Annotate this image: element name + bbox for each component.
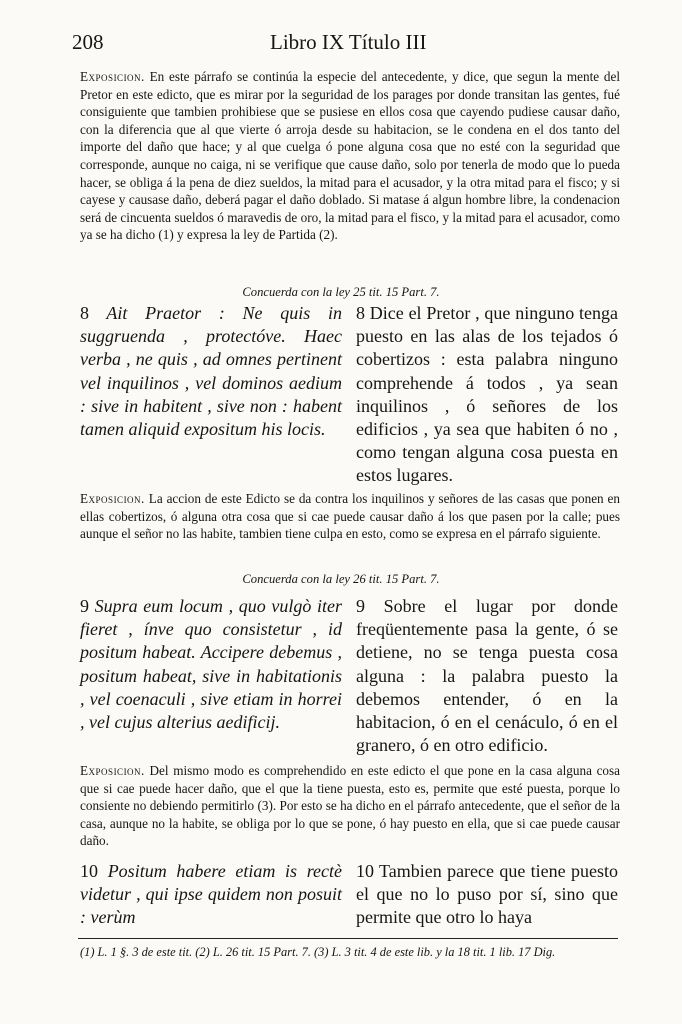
exposition-note-3 <box>80 762 620 850</box>
latin-paragraph-9 <box>80 595 342 734</box>
spanish-paragraph-9 <box>356 595 618 757</box>
footnote-rule <box>78 938 618 939</box>
exposition-text: Del mismo modo es comprehendido en este edicto el que pone en la casa alguna cosa que si cae puede hacer daño, que el que la tiene puesta, esto es, permite que esté puesta, porque lo consiente no debiendo permitirlo (3). Por esto se ha dicho en el párrafo antecedente, que el señor de la casa, aunque no la habite, se obliga por lo que se pone, ó hay puesto en ella, que si cae puede causar daño. <box>80 763 621 849</box>
paragraph-number: 9 <box>356 596 365 616</box>
running-title: Libro IX Título III <box>270 30 427 54</box>
spanish-text: Dice el Pretor , que ninguno tenga puesto en las alas de los tejados ó cobertizos : esta palabra ninguno comprehende á todos , ya sean inquilinos , ó señores de los edificios , ya sea que habiten ó no , como tengan alguna cosa puesta en estos lugares. <box>356 303 618 486</box>
paragraph-number: 10 <box>356 861 374 881</box>
exposition-label: Exposicion. <box>80 763 145 778</box>
exposition-label: Exposicion. <box>80 69 145 84</box>
paragraph-number: 8 <box>356 303 365 323</box>
page-number: 208 <box>72 30 104 54</box>
footnotes: (1) L. 1 §. 3 de este tit. (2) L. 26 tit. 15 Part. 7. (3) L. 3 tit. 4 de este lib. y la 18 tit. 1 lib. 17 Dig. <box>80 945 556 959</box>
spanish-paragraph-8 <box>356 302 618 488</box>
spanish-paragraph-10 <box>356 860 618 930</box>
concordance-line-2: Concuerda con la ley 26 tit. 15 Part. 7. <box>242 572 440 586</box>
latin-paragraph-8 <box>80 302 342 441</box>
paragraph-number: 9 <box>80 596 89 616</box>
exposition-text: La accion de este Edicto se da contra los inquilinos y señores de las casas que ponen en ellas cobertizos, ó alguna otra cosa que si cae puede causar daño á los que pasen por la calle; pues aunque el señor no las habite, tambien tiene culpa en esto, como se expresa en el párrafo siguiente. <box>80 491 620 542</box>
latin-text: Positum habere etiam is rectè videtur , qui ipse quidem non posuit : verùm <box>80 861 343 928</box>
exposition-text: En este párrafo se continúa la especie del antecedente, y dice, que segun la mente del Pretor en este edicto, que es mirar por la seguridad de los parages por donde transitan las gentes, fué consiguiente que tambien prohibiese que se pusiese en ellos cosa que cayendo pudiese causar daño, con la diferencia que al que vierte ó arroja desde su habitacion, se le condena en el dos tanto del importe del daño que hace; y al que cuelga ó pone alguna cosa que no esté con la seguridad que corresponde, aunque no caiga, ni se verifique que cause daño, solo por tenerla de modo que lo pueda hacer, se obliga á la pena de diez sueldos, la mitad para el acusador, y la otra mitad para el fisco; y si cayese y causase daño, deberá pagar el daño doblado. Si matase á algun hombre libre, la condenacion será de cincuenta sueldos ó maravedis de oro, la mitad para el fisco, y la mitad para el acusador, como ya se ha dicho (1) y expresa la ley de Partida (2). <box>80 69 621 243</box>
latin-text: Supra eum locum , quo vulgò iter fieret , ínve quo consistetur , id positum habeat. Accipere debemus , positum habeat, sive in habitationis , vel coenaculi , sive etiam in horrei , vel cujus alterius aedificij. <box>80 596 343 733</box>
exposition-note-1 <box>80 68 620 244</box>
latin-text: Ait Praetor : Ne quis in suggruenda , protectóve. Haec verba , ne quis , ad omnes pertinent vel inquilinos , vel dominos aedium : sive in habitent , sive non : habent tamen aliquid expositum his locis. <box>80 303 342 440</box>
spanish-text: Sobre el lugar por donde freqüentemente pasa la gente, ó se detiene, no se tenga puesta cosa alguna : la palabra puesto la debemos entender, ó en la habitacion, ó en el cenáculo, ó en el granero, ó en otro edificio. <box>356 596 618 756</box>
paragraph-number: 10 <box>80 861 98 881</box>
exposition-label: Exposicion. <box>80 491 145 506</box>
latin-paragraph-10 <box>80 860 342 930</box>
spanish-text: Tambien parece que tiene puesto el que no lo puso por sí, sino que permite que otro lo haya <box>356 861 618 928</box>
exposition-note-2 <box>80 490 620 543</box>
paragraph-number: 8 <box>80 303 89 323</box>
concordance-line-1: Concuerda con la ley 25 tit. 15 Part. 7. <box>242 285 440 299</box>
